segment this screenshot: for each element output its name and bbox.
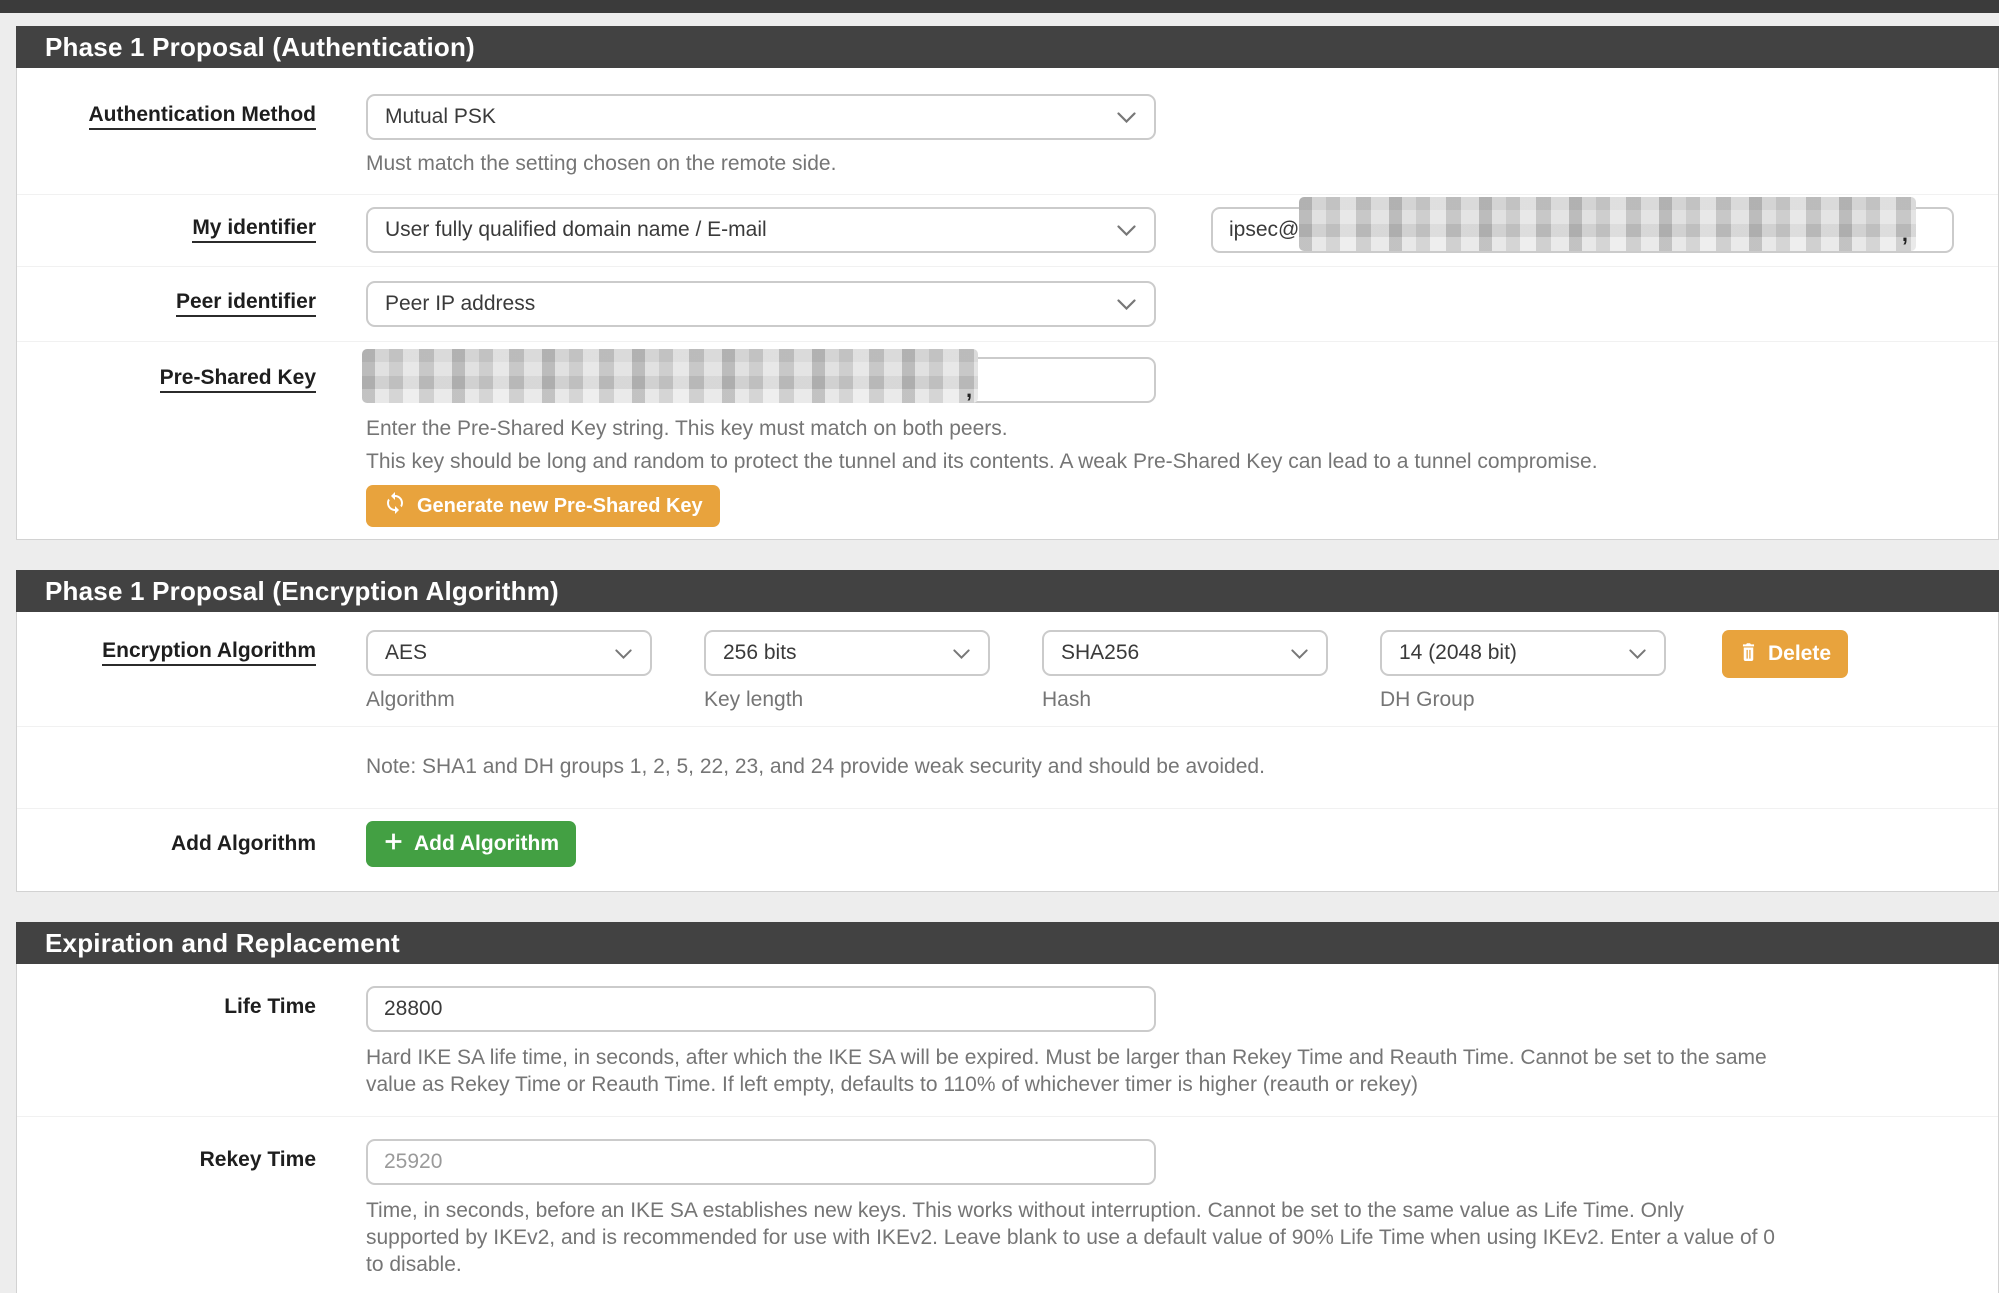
add-algorithm-button-label: Add Algorithm	[414, 832, 560, 855]
pre-shared-key-label: Pre-Shared Key	[17, 357, 316, 527]
rekey-time-help-2: supported by IKEv2, and is recommended for use with IKEv2. Leave blank to use a default value of 90% Life Time when using IKEv2. Enter a value of 0	[366, 1226, 1775, 1249]
row-authentication-method	[17, 68, 1998, 194]
row-encryption-algorithm	[17, 612, 1998, 726]
chevron-down-icon	[1291, 641, 1308, 665]
rekey-time-input[interactable]	[366, 1139, 1156, 1185]
my-identifier-select[interactable]	[366, 207, 1156, 253]
life-time-help-2: value as Rekey Time or Reauth Time. If left empty, defaults to 110% of whichever timer is higher (reauth or rekey)	[366, 1073, 1419, 1096]
add-algorithm-button[interactable]	[366, 821, 576, 867]
generate-psk-button-label: Generate new Pre-Shared Key	[417, 494, 703, 517]
my-identifier-label: My identifier	[17, 207, 316, 253]
plus-icon	[383, 831, 404, 858]
row-weak-security-note	[17, 726, 1998, 808]
rekey-time-help-3: to disable.	[366, 1253, 462, 1276]
peer-identifier-select[interactable]	[366, 281, 1156, 327]
life-time-input[interactable]	[366, 986, 1156, 1032]
panel-phase1-authentication	[16, 26, 1999, 540]
redacted-my-identifier-value	[1299, 197, 1916, 251]
life-time-help-1: Hard IKE SA life time, in seconds, after which the IKE SA will be expired. Must be larger than Rekey Time and Reauth Time. Cannot be set to the same	[366, 1046, 1767, 1069]
row-life-time	[17, 964, 1998, 1116]
chevron-down-icon	[1629, 641, 1646, 665]
spacer	[0, 13, 1999, 26]
refresh-icon	[383, 491, 407, 521]
hash-select[interactable]	[1042, 630, 1328, 676]
delete-button-label: Delete	[1768, 642, 1832, 665]
row-rekey-time	[17, 1116, 1998, 1293]
pre-shared-key-help-1: Enter the Pre-Shared Key string. This key must match on both peers.	[366, 417, 1008, 440]
weak-security-note: Note: SHA1 and DH groups 1, 2, 5, 22, 23, and 24 provide weak security and should be avoided.	[366, 755, 1265, 778]
row-pre-shared-key	[17, 341, 1998, 539]
key-length-caption: Key length	[704, 688, 804, 711]
authentication-method-value: Mutual PSK	[385, 105, 496, 128]
row-peer-identifier	[17, 266, 1998, 341]
pre-shared-key-help-2: This key should be long and random to protect the tunnel and its contents. A weak Pre-Shared Key can lead to a tunnel compromise.	[366, 450, 1598, 473]
hash-value: SHA256	[1061, 641, 1140, 664]
authentication-method-label: Authentication Method	[17, 94, 316, 177]
spacer	[0, 892, 1999, 922]
panel-title: Expiration and Replacement	[16, 922, 1999, 964]
panel-expiration-replacement	[16, 922, 1999, 1293]
algorithm-caption: Algorithm	[366, 688, 455, 711]
authentication-method-select[interactable]	[366, 94, 1156, 140]
my-identifier-value: User fully qualified domain name / E-mail	[385, 218, 767, 241]
my-identifier-input-prefix: ipsec@	[1229, 218, 1300, 241]
peer-identifier-value: Peer IP address	[385, 292, 536, 315]
panel-phase1-encryption	[16, 570, 1999, 892]
previous-section-header-edge	[0, 0, 1999, 13]
encryption-algorithm-select[interactable]	[366, 630, 652, 676]
chevron-down-icon	[615, 641, 632, 665]
generate-psk-button[interactable]	[366, 485, 720, 527]
chevron-down-icon	[1117, 292, 1136, 316]
row-add-algorithm	[17, 808, 1998, 891]
redacted-pre-shared-key-value	[362, 349, 978, 403]
key-length-select[interactable]	[704, 630, 990, 676]
row-my-identifier	[17, 194, 1998, 266]
rekey-time-help-1: Time, in seconds, before an IKE SA establishes new keys. This works without interruption. Cannot be set to the same value as Life Time. Only	[366, 1199, 1684, 1222]
authentication-method-help: Must match the setting chosen on the remote side.	[366, 152, 837, 175]
dh-group-value: 14 (2048 bit)	[1399, 641, 1517, 664]
rekey-time-label: Rekey Time	[199, 1148, 316, 1171]
encryption-algorithm-value: AES	[385, 641, 428, 664]
chevron-down-icon	[1117, 218, 1136, 242]
delete-algorithm-button[interactable]	[1722, 630, 1848, 678]
dh-group-select[interactable]	[1380, 630, 1666, 676]
spacer	[0, 540, 1999, 570]
my-identifier-input[interactable]	[1211, 207, 1954, 253]
pre-shared-key-suffix: ,	[966, 377, 973, 402]
trash-icon	[1739, 641, 1758, 668]
key-length-value: 256 bits	[723, 641, 797, 664]
dh-group-caption: DH Group	[1380, 688, 1475, 711]
chevron-down-icon	[953, 641, 970, 665]
add-algorithm-label: Add Algorithm	[170, 832, 316, 855]
life-time-label: Life Time	[224, 995, 316, 1018]
my-identifier-input-suffix: ,	[1901, 221, 1908, 246]
peer-identifier-label: Peer identifier	[17, 281, 316, 327]
panel-title: Phase 1 Proposal (Encryption Algorithm)	[16, 570, 1999, 612]
panel-title: Phase 1 Proposal (Authentication)	[16, 26, 1999, 68]
encryption-algorithm-label: Encryption Algorithm	[17, 630, 316, 712]
hash-caption: Hash	[1042, 688, 1092, 711]
chevron-down-icon	[1117, 105, 1136, 129]
